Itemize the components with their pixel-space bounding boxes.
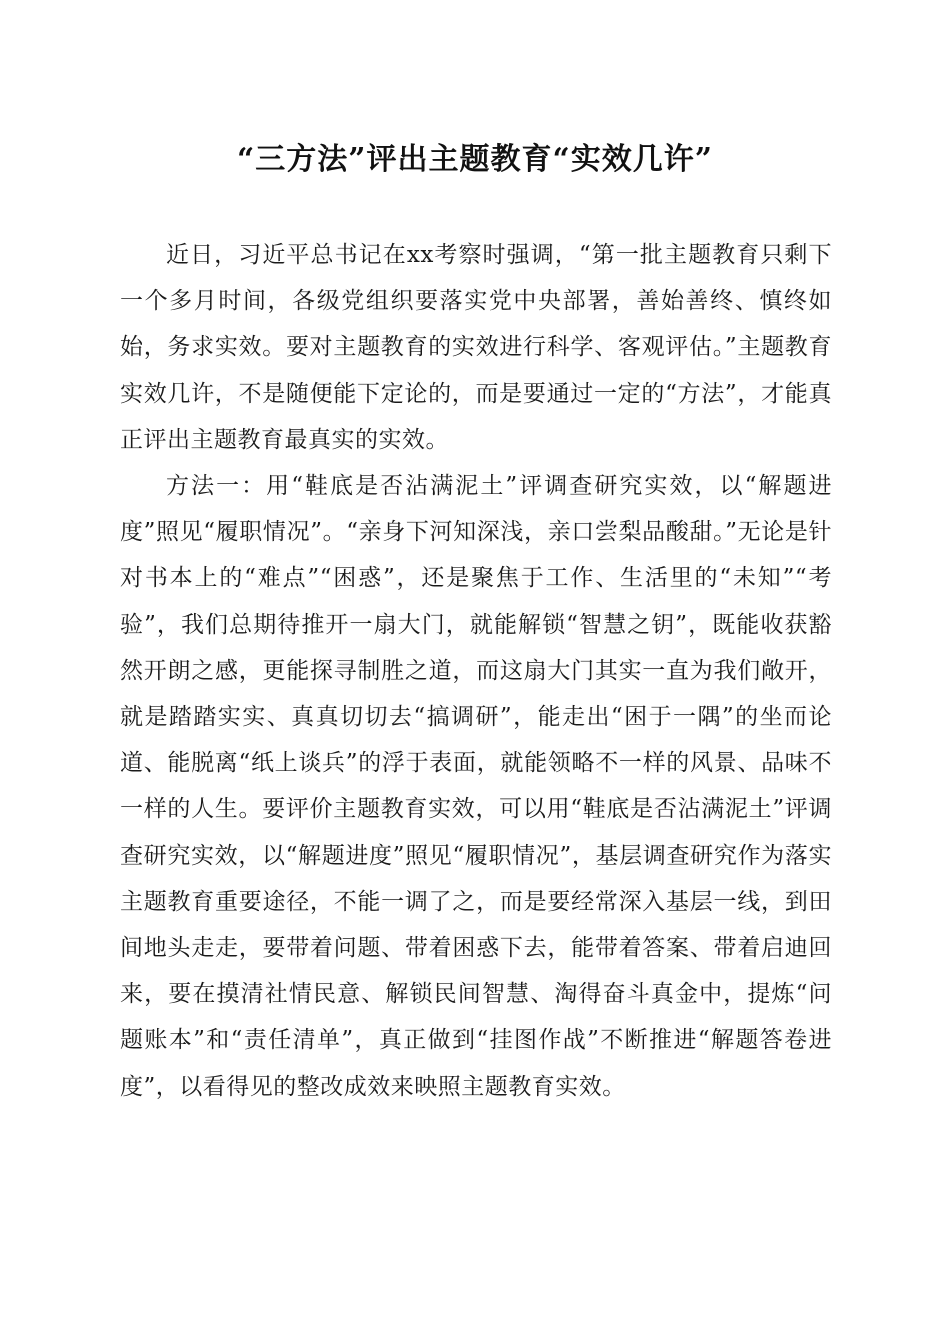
paragraph-method-one: 方法一：用“鞋底是否沾满泥土”评调查研究实效，以“解题进度”照见“履职情况”。“亲身下河知深浅，亲口尝梨品酸甜。”无论是针对书本上的“难点”“困惑”，还是聚焦于工作、生活里的“未知”“考验”，我们总期待推开一扇大门，就能解锁“智慧之钥”，既能收获豁然开朗之感，更能探寻制胜之道，而这扇大门其实一直为我们敞开，就是踏踏实实、真真切切去“搞调研”，能走出“困于一隅”的坐而论道、能脱离“纸上谈兵”的浮于表面，就能领略不一样的风景、品味不一样的人生。要评价主题教育实效，可以用“鞋底是否沾满泥土”评调查研究实效，以“解题进度”照见“履职情况”，基层调查研究作为落实主题教育重要途径，不能一调了之，而是要经常深入基层一线，到田间地头走走，要带着问题、带着困惑下去，能带着答案、带着启迪回来，要在摸清社情民意、解锁民间智慧、淘得奋斗真金中，提炼“问题账本”和“责任清单”，真正做到“挂图作战”不断推进“解题答卷进度”，以看得见的整改成效来映照主题教育实效。 — [120, 473, 832, 1100]
document-body — [120, 232, 832, 1110]
paragraph-intro: 近日，习近平总书记在xx考察时强调，“第一批主题教育只剩下一个多月时间，各级党组织要落实党中央部署，善始善终、慎终如始，务求实效。要对主题教育的实效进行科学、客观评估。”主题教育实效几许，不是随便能下定论的，而是要通过一定的“方法”，才能真正评出主题教育最真实的实效。 — [120, 242, 832, 453]
document-title: “三方法”评出主题教育“实效几许” — [236, 142, 714, 177]
